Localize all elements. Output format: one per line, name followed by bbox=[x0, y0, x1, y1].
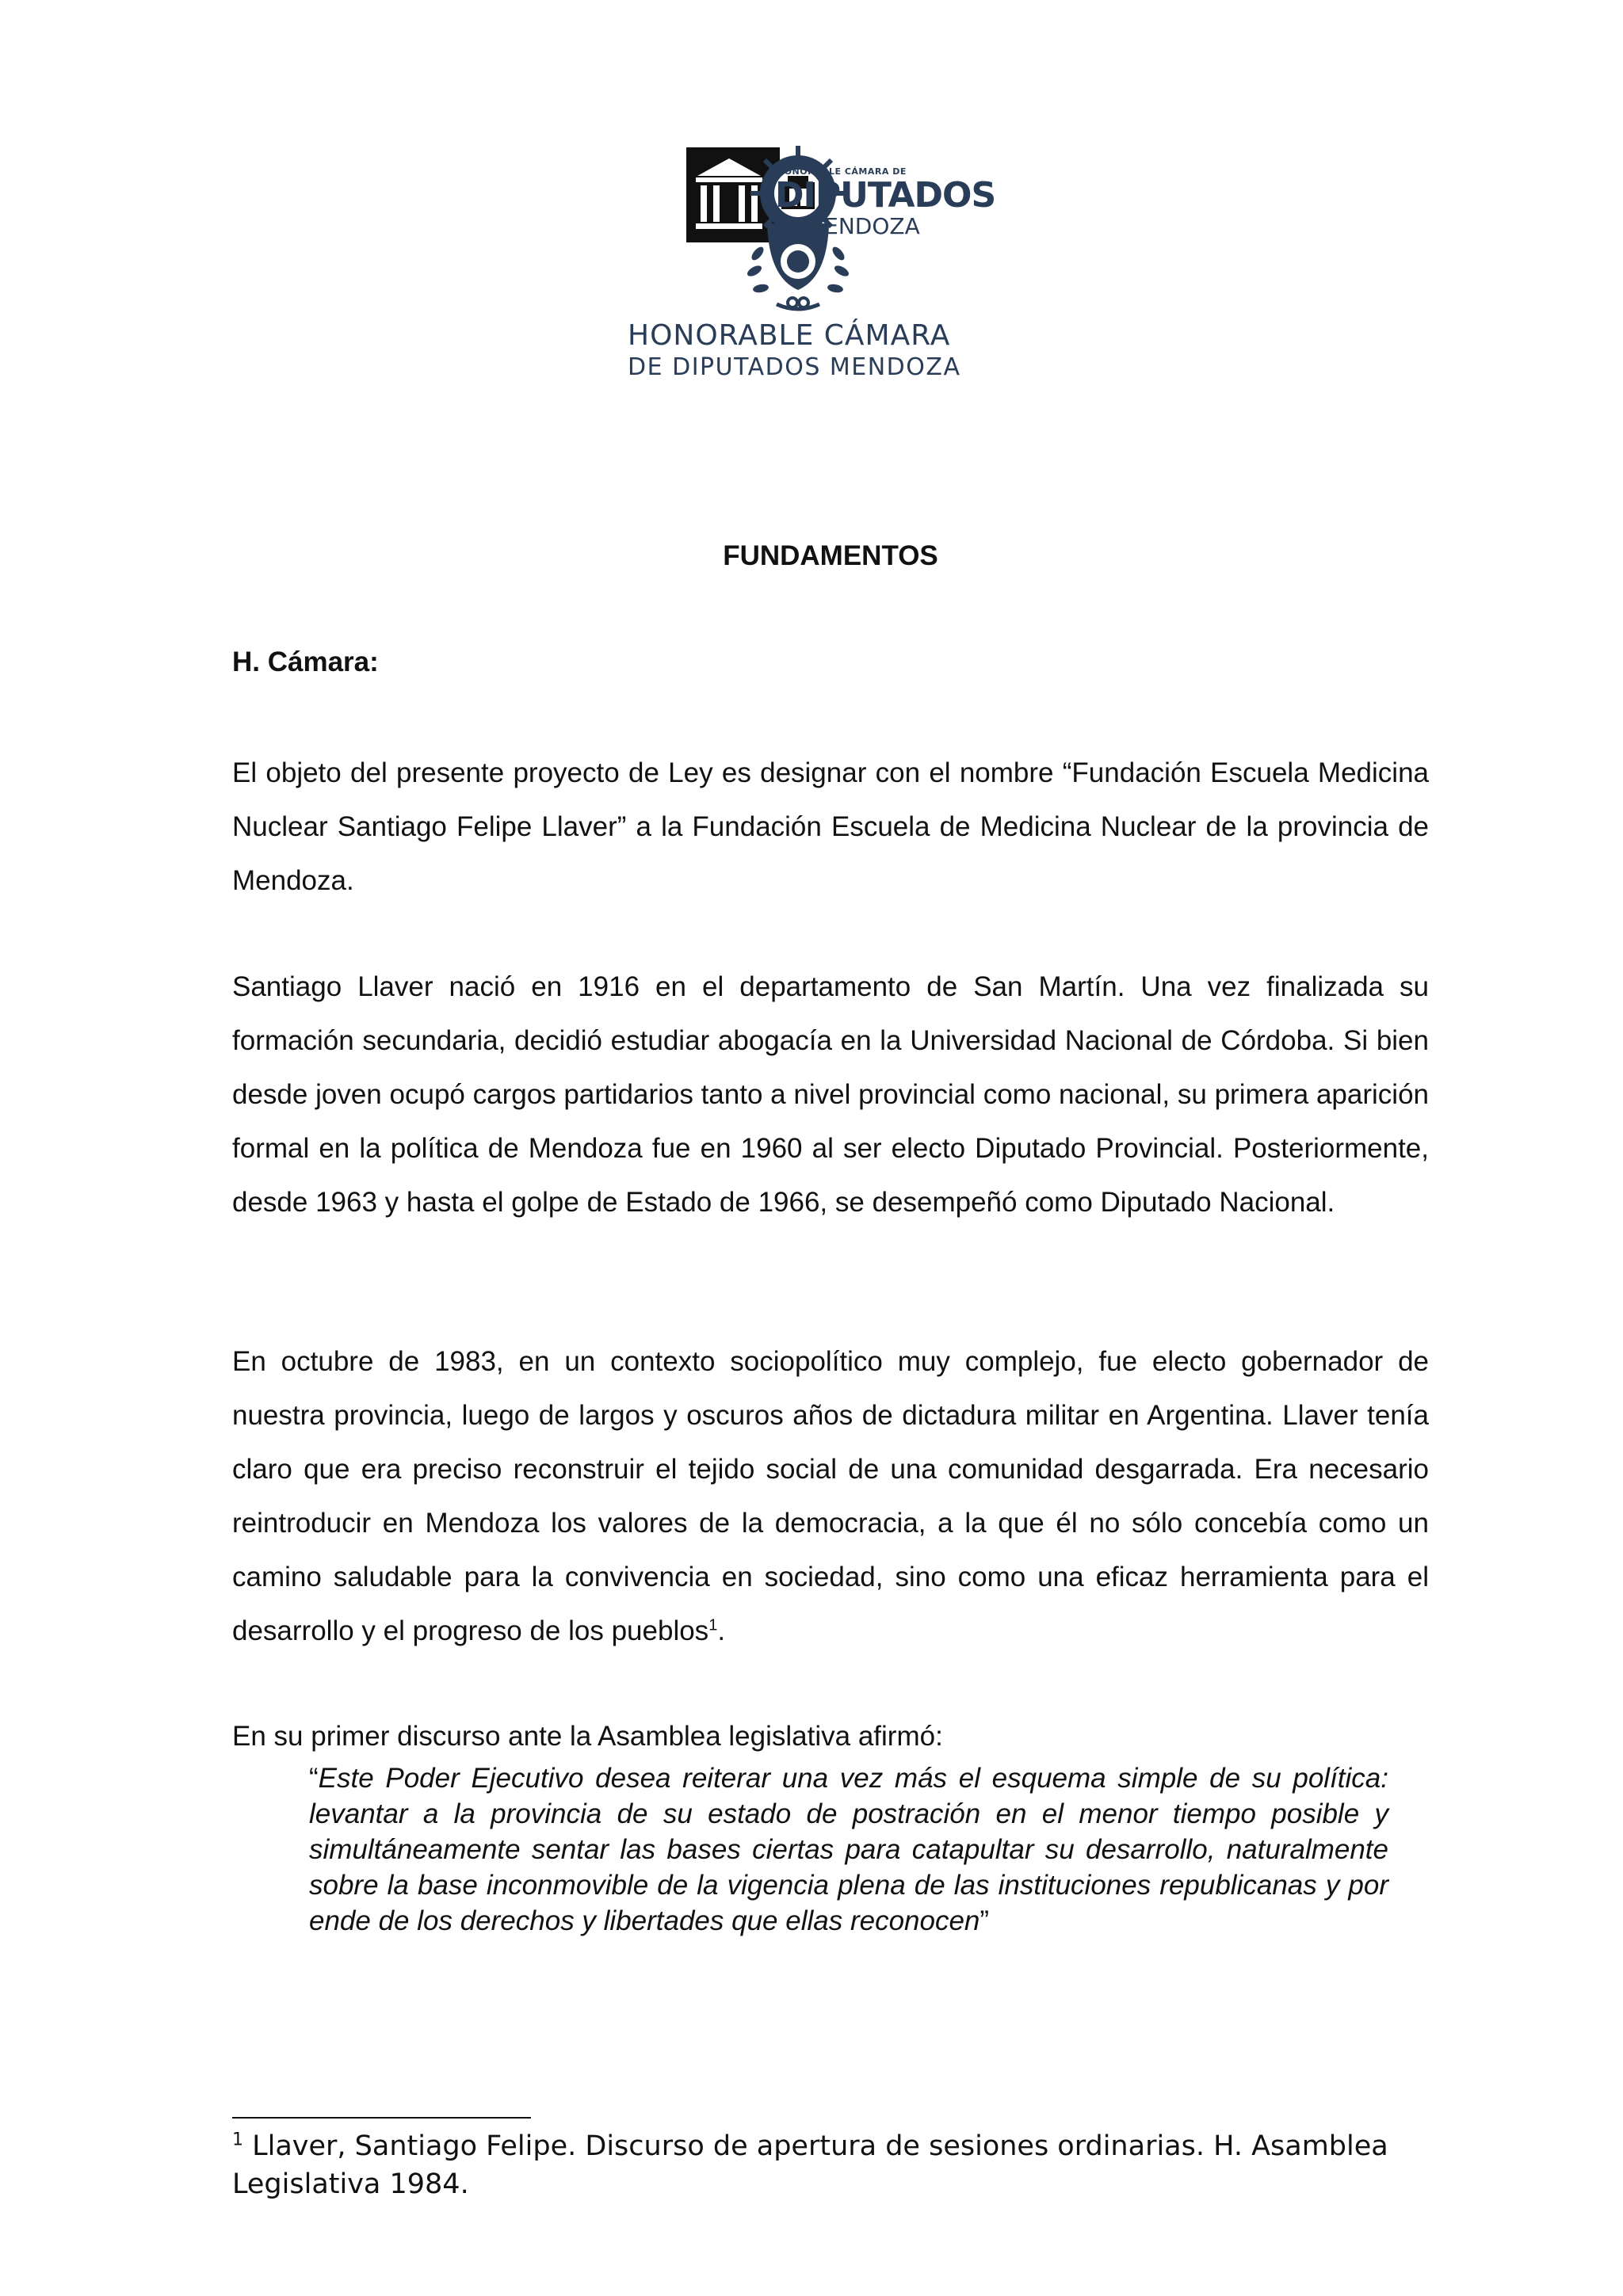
footnote bbox=[232, 2127, 1405, 2203]
quote-text: Este Poder Ejecutivo desea reiterar una vez más el esquema simple de su política: levantar a la provincia de su estado de postración en el menor tiempo posible y simultáneamente sentar las bases ciertas para catapultar su desarrollo, naturalmente sobre la base inconmovible de la vigencia plena de las instituciones republicanas y por ende de los derechos y libertades que ellas reconocen bbox=[309, 1763, 1388, 1936]
paragraph-3-text: En octubre de 1983, en un contexto sociopolítico muy complejo, fue electo gobernador de nuestra provincia, luego de largos y oscuros años de dictadura militar en Argentina. Llaver tenía claro que era preciso reconstruir el tejido social de una comunidad desgarrada. Era necesario reintroducir en Mendoza los valores de la democracia, a la que él no sólo concebía como un camino saludable para la convivencia en sociedad, sino como una eficaz herramienta para el desarrollo y el progreso de los pueblos bbox=[232, 1346, 1429, 1646]
logo-sub-text: MENDOZA bbox=[805, 213, 920, 239]
logo-name bbox=[628, 320, 992, 383]
footnote-reference[interactable]: 1 bbox=[708, 1616, 718, 1634]
logo-name-line2: DE DIPUTADOS MENDOZA bbox=[628, 353, 961, 381]
paragraph-3-end: . bbox=[717, 1615, 726, 1646]
footnote-divider bbox=[232, 2117, 531, 2119]
paragraph-3 bbox=[232, 1335, 1429, 1658]
logo-small-top-text: HONORABLE CÁMARA DE bbox=[777, 166, 907, 177]
logo-name-line1: HONORABLE CÁMARA bbox=[628, 319, 951, 352]
quote-open-mark: “ bbox=[309, 1763, 319, 1794]
document-title: FUNDAMENTOS bbox=[723, 540, 938, 571]
footnote-number: 1 bbox=[232, 2130, 243, 2150]
paragraph-1: El objeto del presente proyecto de Ley es designar con el nombre “Fundación Escuela Medicina Nuclear Santiago Felipe Llaver” a la Fundación Escuela de Medicina Nuclear de la provincia de Mendoza. bbox=[232, 757, 1429, 896]
paragraph-2: Santiago Llaver nació en 1916 en el departamento de San Martín. Una vez finalizada su formación secundaria, decidió estudiar abogacía en la Universidad Nacional de Córdoba. Si bien desde joven ocupó cargos partidarios tanto a nivel provincial como nacional, su primera aparición formal en la política de Mendoza fue en 1960 al ser electo Diputado Provincial. Posteriormente, desde 1963 y hasta el golpe de Estado de 1966, se desempeñó como Diputado Nacional. bbox=[232, 971, 1429, 1218]
quote-close-mark: ” bbox=[980, 1905, 990, 1936]
paragraph-4: En su primer discurso ante la Asamblea legislativa afirmó: bbox=[232, 1721, 943, 1752]
footnote-text: Llaver, Santiago Felipe. Discurso de apertura de sesiones ordinarias. H. Asamblea Legislativa 1984. bbox=[232, 2130, 1388, 2200]
block-quote bbox=[309, 1760, 1388, 1939]
logo-big-text: DIPUTADOS bbox=[775, 175, 996, 215]
salutation: H. Cámara: bbox=[232, 646, 379, 677]
